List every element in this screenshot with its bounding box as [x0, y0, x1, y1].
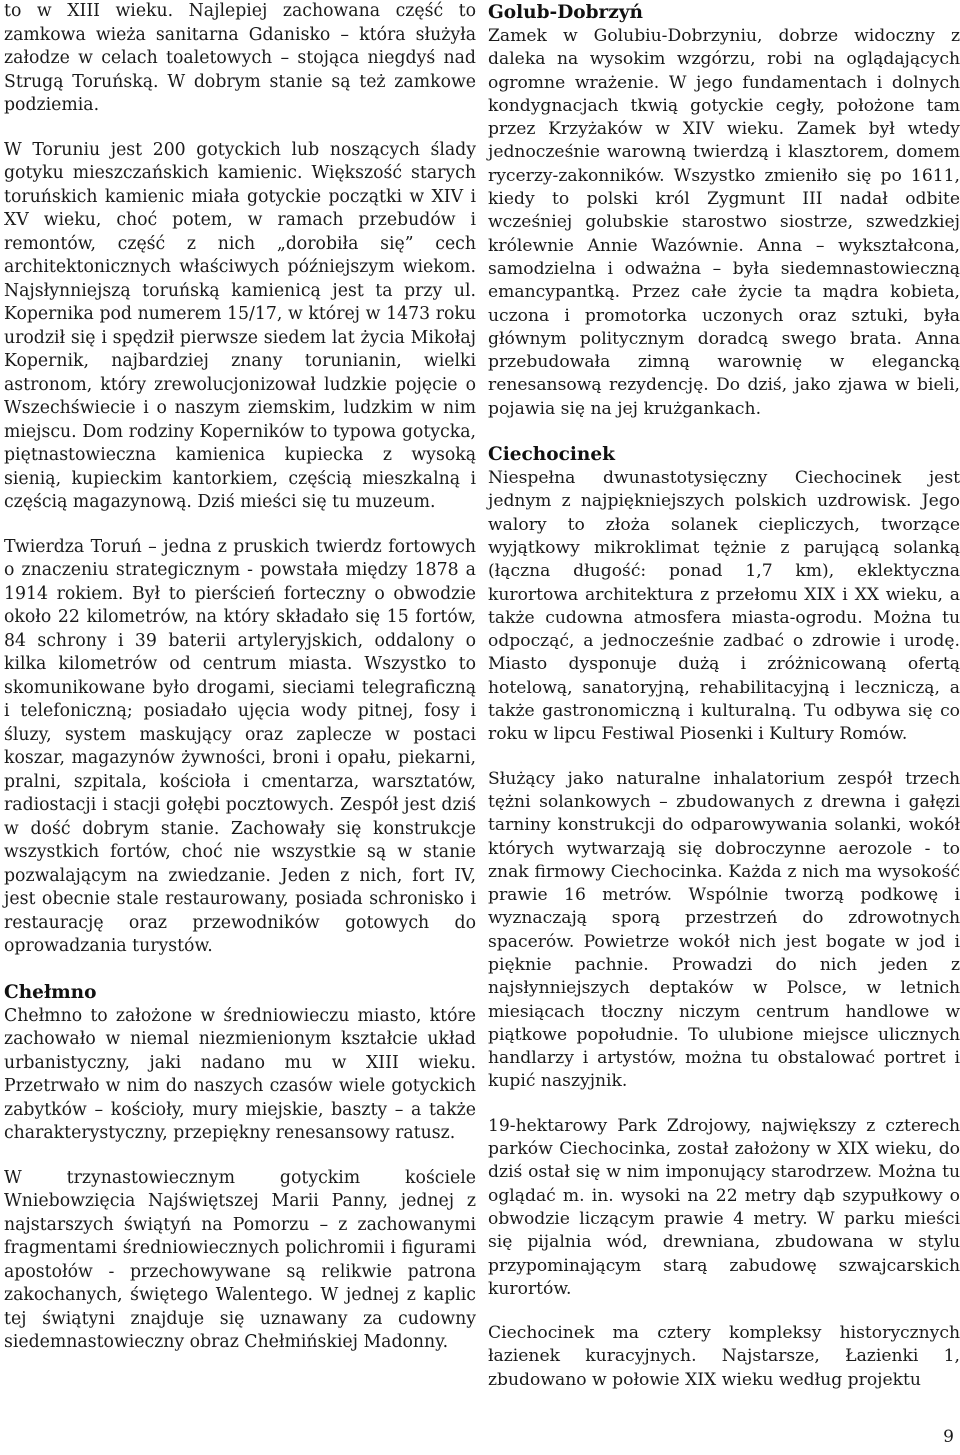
section-chelmno [4, 980, 476, 1355]
page-number: 9 [943, 1427, 954, 1447]
heading-golub-dobrzyn: Golub-Dobrzyń [488, 2, 644, 23]
section-ciechocinek [488, 442, 960, 1392]
paragraph-graduation-towers: Służący jako naturalne inhalatorium zespół trzech tężni solankowych – zbudowanych z drewna i gałęzi tarniny konstrukcji do odparowywania solanki, wokół których wytwarzają się dobroczynne aerozole - to znak firmowy Ciechocinka. Każda z nich ma wysokość prawie 16 metrów. Wspólnie tworzą podkowę i wyznaczają sporą przestrzeń do zdrowotnych spacerów. Powietrze wokół nich jest bogate w jod i pięknie pachnie. Prowadzi do nich jeden z najsłynniejszych deptaków w Polsce, w letnich miesiącach tłoczny niczym centrum handlowe w piątkowe popołudnie. To ulubione miejsce ulicznych handlarzy i artystów, można tu obstalować portret i kupić naszyjnik. [488, 768, 960, 1092]
paragraph-spa-park: 19-hektarowy Park Zdrojowy, największy z czterech parków Ciechocinka, został założony w XIX wieku, do dziś ostał się w nim imponujący starodrzew. Można tu oglądać m. in. wysoki na 22 metry dąb szypułkowy o obwodzie liczącym prawie 4 metry. W parku mieści się pijalnia wód, drewniana, zbudowana w stylu przypominającym starą zabudowę szwajcarskich kurortów. [488, 1115, 960, 1299]
paragraph-golub-castle: Zamek w Golubiu-Dobrzyniu, dobrze widoczny z daleka na wysokim wzgórzu, robi na oglądających ogromne wrażenie. W jego fundamentach i dolnych kondygnacjach tkwią gotyckie cegły, położone tam przez Krzyżaków w XIV wieku. Zamek był wtedy jednocześnie warowną twierdzą i klasztorem, domem rycerzy-zakonników. Wszystko zmieniło się po 1611, kiedy to polski król Zygmunt III nadał odbite wcześniej golubskie starostwo siostrze, szwedzkiej królewnie Annie Wazównie. Anna – wykształcona, samodzielna i odważna – była siedemnastowieczną emancypantką. Przez całe życie ta mądra kobieta, uczona i promotorka uczonych oraz sztuki, była głównym politycznym doradcą swego brata. Anna przebudowała zimną warownię w elegancką renesansową rezydencję. Do dziś, jako zjawa w bieli, pojawia się na jej krużgankach. [488, 26, 960, 419]
paragraph-gdanisko: to w XIII wieku. Najlepiej zachowana część to zamkowa wieża sanitarna Gdanisko – która służyła załodze w celach toaletowych – stojąca niegdyś nad Strugą Toruńską. W dobrym stanie są też zamkowe podziemia. [4, 1, 476, 115]
paragraph-torun-fortress: Twierdza Toruń – jedna z pruskich twierdz fortowych o znaczeniu strategicznym - powstała między 1878 a 1914 rokiem. Był to pierścień forteczny o obwodzie około 22 kilometrów, na który składało się 15 fortów, 84 schrony i 39 baterii artyleryjskich, oddalony o kilka kilometrów od centrum miasta. Wszystko to skomunikowane było drogami, sieciami telegraficzną i telefoniczną; posiadało ujęcia wody pitnej, fosy i śluzy, system maskujący oraz zaplecze w postaci koszar, magazynów żywności, broni i opału, piekarni, pralni, szpitala, kościoła i cmentarza, warsztatów, radiostacji i stacji gołębi pocztowych. Zespół jest dziś w dość dobrym stanie. Zachowały się konstrukcje wszystkich fortów, choć nie wszystkie są w stanie pozwalającym na zwiedzanie. Jeden z nich, fort IV, jest obecnie stale restaurowany, posiada schronisko i restaurację oraz przewodników gotowych do oprowadzania turystów. [4, 536, 476, 956]
left-column [4, 0, 476, 1376]
paragraph-chelmno-church: W trzynastowiecznym gotyckim kościele Wniebowzięcia Najświętszej Marii Panny, jednej z najstarszych świątyń na Pomorzu – z zachowanymi fragmentami średniowiecznych polichromii i figurami apostołów - przechowywane są relikwie patrona zakochanych, świętego Walentego. W jednej z kaplic tej świątyni znajduje się uznawany za cudowny siedemnastowieczny obraz Chełmińskiej Madonny. [4, 1167, 476, 1352]
paragraph-bath-houses: Ciechocinek ma cztery kompleksy historycznych łazienek kuracyjnych. Najstarsze, Łazienki 1, zbudowano w połowie XIX wieku według projektu [488, 1323, 960, 1390]
heading-ciechocinek: Ciechocinek [488, 444, 615, 466]
paragraph-torun-tenements: W Toruniu jest 200 gotyckich lub noszących ślady gotyku mieszczańskich kamienic. Większość starych toruńskich kamienic miała gotyckie początki w XIV i XV wieku, choć potem, w ramach przebudów i remontów, część z nich „dorobiła się” cech architektonicznych właściwych późniejszym wiekom. Najsłynniejszą toruńską kamienicą jest ta przy ul. Kopernika pod numerem 15/17, w której w 1473 roku urodził się i spędził pierwsze siedem lat życia Mikołaj Kopernik, najbardziej znany torunianin, wielki astronom, który zrewolucjonizował ludzkie pojęcie o Wszechświecie i o naszym ziemskim, ludzkim w nim miejscu. Dom rodziny Koperników to typowa gotycka, piętnastowieczna kamienica kupiecka z wysoką sienią, kupieckim kantorkiem, częścią mieszkalną i częścią magazynową. Dziś mieści się tu muzeum. [4, 139, 476, 512]
section-golub-dobrzyn [488, 0, 960, 421]
paragraph-chelmno-town: Chełmno to założone w średniowieczu miasto, które zachowało w niemal niezmienionym kształcie układ urbanistyczny, jaki nadano mu w XIII wieku. Przetrwało w nim do naszych czasów wiele gotyckich zabytków – kościoły, mury miejskie, baszty – a także charakterystyczny, przepiękny renesansowy ratusz. [4, 1005, 476, 1143]
heading-chelmno: Chełmno [4, 981, 97, 1003]
paragraph-ciechocinek-spa: Niespełna dwunastotysięczny Ciechocinek jest jednym z najpiękniejszych polskich uzdrowisk. Jego walory to złoża solanek ciepliczych, tworzące wyjątkowy mikroklimat tężnie z parującą solanką (łączna długość: ponad 1,7 km), eklektyczna kurortowa architektura z przełomu XIX i XX wieku, a także cudowna atmosfera miasta-ogrodu. Można tu odpocząć, a jednocześnie zadbać o zdrowie i urodę. Miasto dysponuje dużą i zróżnicowaną ofertą hotelową, sanatoryjną, rehabilitacyjną i leczniczą, a także gastronomiczną i kulturalną. Tu odbywa się co roku w lipcu Festiwal Piosenki i Kultury Romów. [488, 468, 960, 745]
right-column [488, 0, 960, 1413]
